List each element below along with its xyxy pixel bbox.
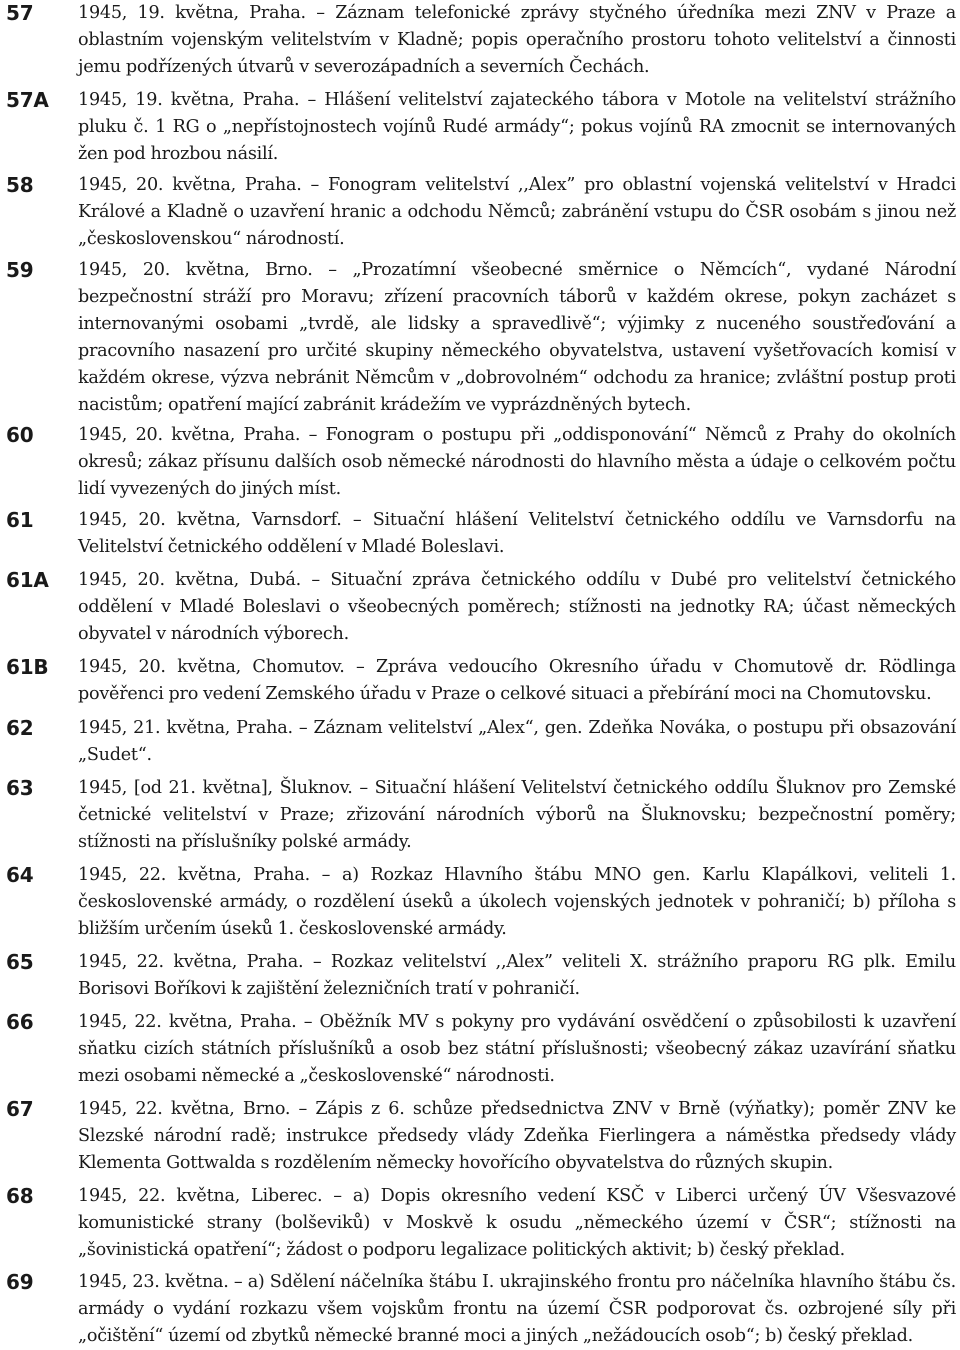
entry-text	[78, 1096, 956, 1177]
entry-text	[78, 862, 956, 943]
entry-description: – Hlášení velitelství zajateckého tábora v Motole na velitelství strážního pluku č. 1 RG o „nepřístojnostech vojínů Rudé armády“; pokus vojínů RA zmocnit se internovaných žen pod hrozbou násilí.	[78, 90, 956, 164]
entry-number: 63	[6, 776, 34, 800]
entry-date: 1945, 21. května, Praha.	[78, 718, 293, 738]
entry-text	[78, 1269, 956, 1350]
entry-number: 58	[6, 173, 34, 197]
entry-number: 60	[6, 423, 34, 447]
entry-date: 1945, 20. května, Dubá.	[78, 570, 301, 590]
entry-number: 57	[6, 1, 34, 25]
entry-number: 66	[6, 1010, 34, 1034]
entry-description: – a) Rozkaz Hlavního štábu MNO gen. Karlu Klapálkovi, veliteli 1. československé armády, o rozdělení úseků a úkolech vojenských jednotek v pohraničí; b) příloha s bližším určením úseků 1. československé armády.	[78, 865, 957, 939]
entry-number: 61A	[6, 568, 49, 592]
entry-description: – Zpráva vedoucího Okresního úřadu v Chomutově dr. Rödlinga pověřenci pro vedení Zemského úřadu v Praze o celkové situaci a přebírání moci na Chomutovsku.	[78, 657, 956, 704]
entry-number: 65	[6, 950, 34, 974]
entry-text	[78, 949, 956, 1003]
entry-number: 64	[6, 863, 34, 887]
entry-date: 1945, 20. května, Varnsdorf.	[78, 510, 342, 530]
entry-date: 1945, [od 21. května], Šluknov.	[78, 778, 353, 798]
entry-date: 1945, 22. května, Liberec.	[78, 1186, 323, 1206]
entry-text	[78, 654, 956, 708]
entry-description: – Fonogram o postupu při „oddisponování“ Němců z Prahy do okolních okresů; zákaz přísunu dalších osob německé národnosti do hlavního města a údaje o celkovém počtu lidí vyvezených do jiných míst.	[78, 425, 957, 499]
entry-number: 67	[6, 1097, 34, 1121]
entry-date: 1945, 20. května, Praha.	[78, 425, 301, 445]
entry-description: – a) Dopis okresního vedení KSČ v Liberci určený ÚV Všesvazové komunistické strany (bolševiků) v Moskvě k osudu „německého území v ČSR“; stížnosti na „šovinistická opatření“; žádost o podporu legalizace politických aktivit; b) český překlad.	[78, 1186, 956, 1260]
entry-description: – „Prozatímní všeobecné směrnice o Němcích“, vydané Národní bezpečnostní stráží pro Moravu; zřízení pracovních táborů v každém okrese, pokyn zacházet s internovanými osobami „tvrdě, ale lidsky a spravedlivě“; výjimky z nuceného soustřeďování a pracovního nasazení pro určité skupiny německého obyvatelstva, ustavení vyšetřovacích komisí v každém okrese, výzva nebránit Němcům v „dobrovolném“ odchodu za hranice; zvláštní postup proti nacistům; opatření mající zabránit krádežím ve vyprázdněných bytech.	[78, 260, 956, 415]
entry-date: 1945, 22. května, Praha.	[78, 865, 310, 885]
entry-date: 1945, 22. května, Praha.	[78, 952, 304, 972]
entry-number: 69	[6, 1270, 34, 1294]
entry-number: 62	[6, 716, 34, 740]
entry-text	[78, 257, 956, 419]
entry-text	[78, 507, 956, 561]
entry-date: 1945, 22. května, Praha.	[78, 1012, 297, 1032]
entry-text	[78, 1009, 956, 1090]
entry-number: 68	[6, 1184, 34, 1208]
entry-description: – Záznam telefonické zprávy styčného úředníka mezi ZNV v Praze a oblastním vojenským velitelstvím v Kladně; popis operačního prostoru tohoto velitelství a činnosti jemu podřízených útvarů v severozápadních a severních Čechách.	[78, 3, 956, 77]
entry-number: 57A	[6, 88, 49, 112]
entry-description: – Záznam velitelství „Alex“, gen. Zdeňka Nováka, o postupu při obsazování „Sudet“.	[78, 718, 956, 765]
entry-date: 1945, 19. května, Praha.	[78, 90, 300, 110]
entry-date: 1945, 20. května, Praha.	[78, 175, 302, 195]
entry-description: – Situační hlášení Velitelství četnického oddílu ve Varnsdorfu na Velitelství četnického oddělení v Mladé Boleslavi.	[78, 510, 957, 557]
entry-description: – a) Sdělení náčelníka štábu I. ukrajinského frontu pro náčelníka hlavního štábu čs. armády o vydání rozkazu všem vojskům frontu na území ČSR podporovat čs. ozbrojené síly při „očištění“ území od zbytků německé branné moci a jiných „nežádoucích osob“; b) český překlad.	[78, 1272, 957, 1346]
entry-date: 1945, 22. května, Brno.	[78, 1099, 291, 1119]
entry-text	[78, 775, 956, 856]
entry-description: – Oběžník MV s pokyny pro vydávání osvědčení o způsobilosti k uzavření sňatku cizích státních příslušníků a osob bez státní příslušnosti; všeobecný zákaz uzavírání sňatku mezi osobami německé a „československé“ národnosti.	[78, 1012, 956, 1086]
entry-description: – Rozkaz velitelství ,,Alex” veliteli X. strážního praporu RG plk. Emilu Borisovi Boříkovi k zajištění železničních tratí v pohraničí.	[78, 952, 957, 999]
entry-description: – Zápis z 6. schůze předsednictva ZNV v Brně (výňatky); poměr ZNV ke Slezské národní radě; instrukce předsedy vlády Zdeňka Fierlingera a náměstka předsedy vlády Klementa Gottwalda s rozdělením německy hovořícího obyvatelstva do různých skupin.	[78, 1099, 956, 1173]
entry-date: 1945, 20. května, Chomutov.	[78, 657, 345, 677]
entry-text	[78, 567, 956, 648]
entry-description: – Situační zpráva četnického oddílu v Dubé pro velitelství četnického oddělení v Mladé Boleslavi o všeobecných poměrech; stížnosti na jednotky RA; účast německých obyvatel v národních výborech.	[78, 570, 957, 644]
entry-text	[78, 172, 956, 253]
entry-text	[78, 422, 956, 503]
entry-description: – Fonogram velitelství ,,Alex” pro oblastní vojenská velitelství v Hradci Králové a Kladně o uzavření hranic a odchodu Němců; zabránění vstupu do ČSR osobám s jinou než „československou“ národností.	[78, 175, 956, 249]
entry-date: 1945, 19. května, Praha.	[78, 3, 306, 23]
entry-date: 1945, 20. května, Brno.	[78, 260, 313, 280]
entry-number: 61B	[6, 655, 49, 679]
entry-number: 61	[6, 508, 34, 532]
entry-number: 59	[6, 258, 34, 282]
entry-date: 1945, 23. května.	[78, 1272, 229, 1292]
entry-text	[78, 87, 956, 168]
entry-text	[78, 0, 956, 81]
entry-text	[78, 1183, 956, 1264]
entry-text	[78, 715, 956, 769]
entry-description: – Situační hlášení Velitelství četnického oddílu Šluknov pro Zemské četnické velitelství v Praze; zřizování národních výborů na Šluknovsku; bezpečnostní poměry; stížnosti na příslušníky polské armády.	[78, 778, 956, 852]
